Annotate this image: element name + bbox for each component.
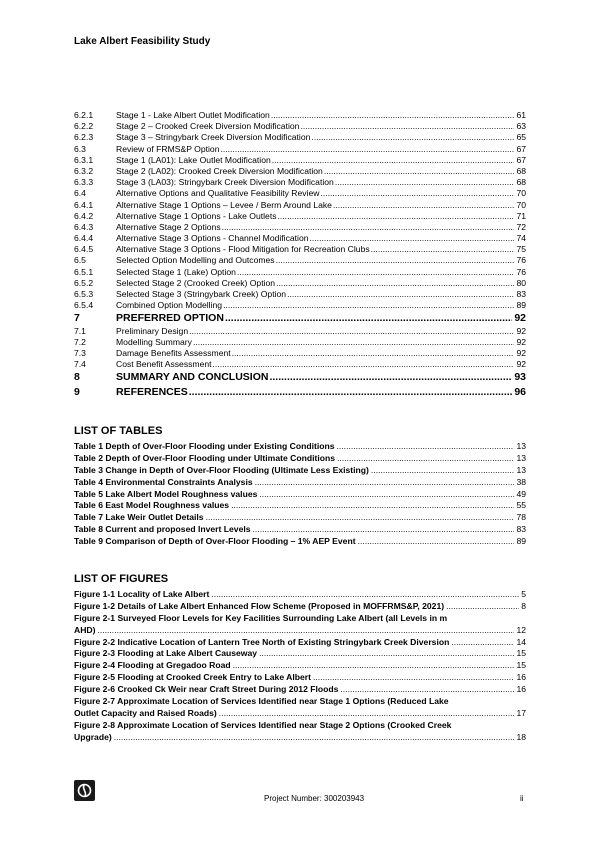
toc-entry[interactable]: [74, 222, 526, 233]
figures-entry-page: 12: [516, 624, 526, 635]
toc-entry-page: 92: [516, 325, 526, 336]
toc-entry-title: Stage 3 – Stringybark Creek Diversion Modification: [116, 132, 311, 143]
toc-entry-page: 68: [516, 165, 526, 176]
toc-entry-number: 7.1: [74, 325, 86, 336]
toc-entry-number: 6.4.3: [74, 221, 94, 232]
figures-entry-title-line1: Figure 2-7 Approximate Location of Services Identified near Stage 1 Options (Reduced Lake: [74, 696, 449, 707]
toc-entry-title: Alternative Stage 1 Options - Lake Outlets: [116, 210, 277, 221]
toc-entry-page: 61: [516, 110, 526, 120]
dot-leader: [211, 589, 519, 601]
tables-entry-title: Table 2 Depth of Over-Floor Flooding under Ultimate Conditions: [74, 452, 335, 463]
toc-entry[interactable]: [74, 326, 526, 337]
toc-entry[interactable]: [74, 267, 526, 278]
toc-entry[interactable]: [74, 311, 526, 325]
figures-entry-page: 18: [516, 731, 526, 742]
figures-entry-title: Figure 2-5 Flooding at Crooked Creek Entry to Lake Albert: [74, 672, 312, 683]
figures-entry-page: 8: [521, 600, 526, 611]
toc-entry-title: Alternative Stage 2 Options: [116, 221, 221, 232]
dot-leader: [320, 188, 514, 199]
toc-entry-page: 68: [516, 177, 526, 188]
figures-entry-title: AHD): [74, 624, 96, 635]
dot-leader: [337, 453, 514, 465]
tables-entry-page: 83: [516, 524, 526, 535]
toc-entry-number: 7.2: [74, 336, 86, 347]
toc-entry-page: 76: [516, 266, 526, 277]
dot-leader: [287, 289, 514, 300]
dot-leader: [276, 278, 514, 289]
dot-leader: [223, 300, 514, 311]
toc-entry-page: 71: [516, 210, 526, 221]
toc-entry-title: SUMMARY AND CONCLUSION: [116, 371, 269, 384]
toc-entry[interactable]: [74, 385, 526, 399]
tables-entry-title: Table 7 Lake Weir Outlet Details: [74, 512, 204, 523]
table-list-entry[interactable]: [74, 524, 526, 536]
figure-list-entry[interactable]: [74, 684, 526, 696]
figures-entry-page: 16: [516, 684, 526, 695]
tables-entry-title: Table 1 Depth of Over-Floor Flooding under Existing Conditions: [74, 441, 335, 451]
tables-entry-page: 13: [516, 464, 526, 475]
toc-entry-number: 7: [74, 312, 80, 325]
dot-leader: [225, 311, 512, 325]
dot-leader: [337, 441, 515, 453]
dot-leader: [233, 660, 515, 672]
dot-leader: [358, 536, 515, 548]
figures-entry-page: 17: [516, 707, 526, 718]
figures-entry-title: Outlet Capacity and Raised Roads): [74, 707, 217, 718]
toc-entry-title: Alternative Stage 3 Options - Channel Modification: [116, 233, 309, 244]
tables-entry-page: 49: [516, 488, 526, 499]
dot-leader: [278, 211, 515, 222]
table-list-entry[interactable]: [74, 477, 526, 489]
figures-entry-title: Figure 2-6 Crooked Ck Weir near Craft Street During 2012 Floods: [74, 684, 339, 695]
tables-entry-page: 89: [516, 536, 526, 547]
toc-entry-page: 67: [516, 154, 526, 165]
toc-entry-number: 6.2.3: [74, 132, 94, 143]
toc-entry[interactable]: [74, 300, 526, 311]
toc-entry-title: Review of FRMS&P Option: [116, 143, 220, 154]
toc-entry-title: Stage 3 (LA03): Stringybark Creek Diversion Modification: [116, 177, 334, 188]
dot-leader: [313, 672, 514, 684]
table-list-entry[interactable]: [74, 489, 526, 501]
figures-entry-title: Figure 2-2 Indicative Location of Lantern Tree North of Existing Stringybark Creek Diversion: [74, 636, 450, 647]
figure-list-entry[interactable]: [74, 637, 526, 649]
list-of-figures: [74, 573, 526, 744]
figure-list-entry[interactable]: [74, 732, 526, 744]
toc-entry[interactable]: [74, 348, 526, 359]
dot-leader: [255, 477, 515, 489]
tables-entry-page: 38: [516, 476, 526, 487]
toc-entry-title: Selected Stage 3 (Stringybark Creek) Option: [116, 289, 287, 299]
dot-leader: [311, 132, 514, 143]
toc-entry[interactable]: [74, 233, 526, 244]
toc-entry-title: Modelling Summary: [116, 336, 192, 347]
table-list-entry[interactable]: [74, 441, 526, 453]
toc-entry-page: 75: [516, 244, 526, 255]
dot-leader: [324, 166, 515, 177]
figure-list-entry[interactable]: [74, 660, 526, 672]
dot-leader: [189, 385, 513, 399]
dot-leader: [259, 489, 514, 501]
dot-leader: [232, 348, 515, 359]
dot-leader: [97, 625, 514, 637]
toc-entry[interactable]: [74, 155, 526, 166]
toc-entry-title: Stage 2 – Crooked Creek Diversion Modification: [116, 121, 300, 132]
toc-entry-title: Selected Stage 2 (Crooked Creek) Option: [116, 277, 276, 288]
toc-entry[interactable]: [74, 278, 526, 289]
table-list-entry[interactable]: [74, 536, 526, 548]
toc-entry-number: 6.3.1: [74, 154, 94, 165]
toc-entry-page: 92: [516, 359, 526, 370]
tables-entry-title: Table 9 Comparison of Depth of Over-Floor Flooding – 1% AEP Event: [74, 536, 356, 547]
table-list-entry[interactable]: [74, 500, 526, 512]
toc-entry-title: Alternative Stage 3 Options - Flood Mitigation for Recreation Clubs: [116, 244, 370, 255]
figure-list-entry[interactable]: [74, 648, 526, 660]
toc-entry-page: 83: [516, 289, 526, 299]
toc-entry-number: 9: [74, 385, 80, 398]
tables-entry-title: Table 4 Environmental Constraints Analysis: [74, 476, 253, 487]
toc-entry-page: 63: [516, 121, 526, 132]
toc-entry-title: Damage Benefits Assessment: [116, 347, 231, 358]
figure-list-entry[interactable]: [74, 589, 526, 601]
toc-entry-number: 6.2.2: [74, 121, 94, 132]
toc-entry-page: 93: [514, 371, 526, 384]
dot-leader: [269, 370, 512, 384]
toc-entry[interactable]: [74, 337, 526, 348]
dot-leader: [333, 200, 515, 211]
dot-leader: [237, 267, 515, 278]
figures-entry-title: Figure 2-3 Flooding at Lake Albert Causeway: [74, 648, 258, 659]
toc-entry-page: 92: [516, 347, 526, 358]
figure-list-entry[interactable]: [74, 625, 526, 637]
figures-entry-title: Figure 1-1 Locality of Lake Albert: [74, 589, 210, 599]
dot-leader: [446, 601, 519, 613]
toc-entry[interactable]: [74, 255, 526, 266]
toc-entry-number: 6.3: [74, 143, 86, 154]
figures-entry-page: 15: [516, 660, 526, 671]
toc-entry-title: Alternative Stage 1 Options – Levee / Berm Around Lake: [116, 199, 332, 210]
toc-entry-title: Selected Stage 1 (Lake) Option: [116, 266, 236, 277]
toc-entry-title: Selected Option Modelling and Outcomes: [116, 255, 275, 266]
toc-entry[interactable]: [74, 132, 526, 143]
dot-leader: [213, 359, 515, 370]
toc-entry-page: 76: [516, 255, 526, 266]
figures-entry-title-line1: Figure 2-8 Approximate Location of Services Identified near Stage 2 Options (Crooked Creek: [74, 719, 452, 730]
toc-entry[interactable]: [74, 289, 526, 300]
toc-entry-number: 6.5: [74, 255, 86, 266]
tables-entry-title: Table 6 East Model Roughness values: [74, 500, 230, 511]
dot-leader: [371, 244, 515, 255]
tables-entry-page: 13: [516, 452, 526, 463]
toc-entry-page: 92: [514, 312, 526, 325]
dot-leader: [193, 337, 514, 348]
toc-entry[interactable]: [74, 244, 526, 255]
dot-leader: [206, 512, 515, 524]
dot-leader: [371, 465, 515, 477]
dot-leader: [272, 155, 515, 166]
dot-leader: [271, 110, 515, 121]
dot-leader: [114, 732, 515, 744]
toc-entry-title: Preliminary Design: [116, 325, 189, 336]
figures-entry-page: 16: [516, 672, 526, 683]
toc-entry[interactable]: [74, 188, 526, 199]
toc-entry[interactable]: [74, 144, 526, 155]
toc-entry-page: 89: [516, 300, 526, 311]
figures-entry-page: 14: [516, 636, 526, 647]
figure-list-entry[interactable]: [74, 672, 526, 684]
toc-entry-title: Alternative Options and Qualitative Feasibility Review: [116, 188, 320, 199]
dot-leader: [231, 500, 514, 512]
dot-leader: [220, 144, 514, 155]
tables-entry-page: 13: [516, 441, 526, 451]
toc-entry-number: 6.2.1: [74, 110, 94, 120]
dot-leader: [335, 177, 515, 188]
toc-entry-page: 65: [516, 132, 526, 143]
tables-entry-title: Table 3 Change in Depth of Over-Floor Flooding (Ultimate Less Existing): [74, 464, 369, 475]
toc-entry-number: 6.4.4: [74, 233, 94, 244]
toc-entry-number: 6.4.5: [74, 244, 94, 255]
toc-entry-title: Combined Option Modelling: [116, 300, 223, 311]
toc-entry-page: 67: [516, 143, 526, 154]
toc-entry-title: Stage 2 (LA02): Crooked Creek Diversion Modification: [116, 165, 323, 176]
toc-entry[interactable]: [74, 121, 526, 132]
table-of-contents: [74, 110, 526, 399]
toc-entry[interactable]: [74, 177, 526, 188]
dot-leader: [189, 326, 514, 337]
list-of-tables-heading: LIST OF TABLES: [74, 425, 163, 437]
list-of-figures-heading: LIST OF FIGURES: [74, 573, 169, 585]
tables-entry-page: 78: [516, 512, 526, 523]
toc-entry-number: 7.4: [74, 359, 86, 370]
toc-entry-number: 6.5.3: [74, 289, 94, 299]
toc-entry[interactable]: [74, 200, 526, 211]
table-list-entry[interactable]: [74, 465, 526, 477]
toc-entry-page: 92: [516, 336, 526, 347]
toc-entry-number: 6.3.2: [74, 165, 94, 176]
toc-entry-number: 6.3.3: [74, 177, 94, 188]
figures-entry-title: Figure 1-2 Details of Lake Albert Enhanced Flow Scheme (Proposed in MOFFRMS&P, 2021): [74, 600, 445, 611]
toc-entry-page: 72: [516, 221, 526, 232]
figures-entry-page: 15: [516, 648, 526, 659]
dot-leader: [276, 255, 515, 266]
toc-entry[interactable]: [74, 110, 526, 121]
toc-entry-number: 6.4.2: [74, 210, 94, 221]
figures-entry-title: Upgrade): [74, 731, 112, 742]
figures-entry-title: Figure 2-4 Flooding at Gregadoo Road: [74, 660, 231, 671]
toc-entry-number: 7.3: [74, 347, 86, 358]
toc-entry-title: Stage 1 - Lake Albert Outlet Modification: [116, 110, 270, 120]
toc-entry-title: Cost Benefit Assessment: [116, 359, 212, 370]
toc-entry-number: 6.5.2: [74, 277, 94, 288]
footer-project-number: Project Number: 300203943: [264, 794, 365, 803]
dot-leader: [253, 524, 515, 536]
toc-entry-number: 6.5.1: [74, 266, 94, 277]
toc-entry-number: 6.4: [74, 188, 86, 199]
figures-entry-page: 5: [521, 589, 526, 599]
tables-entry-title: Table 5 Lake Albert Model Roughness values: [74, 488, 258, 499]
table-list-entry[interactable]: [74, 453, 526, 465]
toc-entry-page: 70: [516, 188, 526, 199]
toc-entry-number: 8: [74, 371, 80, 384]
toc-entry-title: REFERENCES: [116, 385, 188, 398]
dot-leader: [310, 233, 515, 244]
company-logo-icon: [74, 780, 95, 801]
toc-entry-number: 6.4.1: [74, 199, 94, 210]
document-header-title: Lake Albert Feasibility Study: [74, 36, 211, 47]
dot-leader: [340, 684, 514, 696]
figure-list-entry[interactable]: [74, 601, 526, 613]
dot-leader: [219, 708, 515, 720]
tables-entry-title: Table 8 Current and proposed Invert Levels: [74, 524, 251, 535]
figure-list-entry[interactable]: [74, 708, 526, 720]
toc-entry-title: PREFERRED OPTION: [116, 312, 224, 325]
toc-entry-page: 70: [516, 199, 526, 210]
toc-entry-page: 96: [514, 385, 526, 398]
toc-entry-number: 6.5.4: [74, 300, 94, 311]
table-list-entry[interactable]: [74, 512, 526, 524]
tables-entry-page: 55: [516, 500, 526, 511]
toc-entry[interactable]: [74, 370, 526, 384]
toc-entry-page: 74: [516, 233, 526, 244]
toc-entry-page: 80: [516, 277, 526, 288]
toc-entry[interactable]: [74, 166, 526, 177]
dot-leader: [259, 648, 514, 660]
footer-page-number: ii: [520, 794, 524, 803]
list-of-tables: [74, 425, 526, 548]
dot-leader: [300, 121, 514, 132]
dot-leader: [222, 222, 515, 233]
toc-entry[interactable]: [74, 359, 526, 370]
toc-entry[interactable]: [74, 211, 526, 222]
toc-entry-title: Stage 1 (LA01): Lake Outlet Modification: [116, 154, 271, 165]
figures-entry-title-line1: Figure 2-1 Surveyed Floor Levels for Key Facilities Surrounding Lake Albert (all Levels in m: [74, 612, 448, 623]
dot-leader: [451, 637, 514, 649]
